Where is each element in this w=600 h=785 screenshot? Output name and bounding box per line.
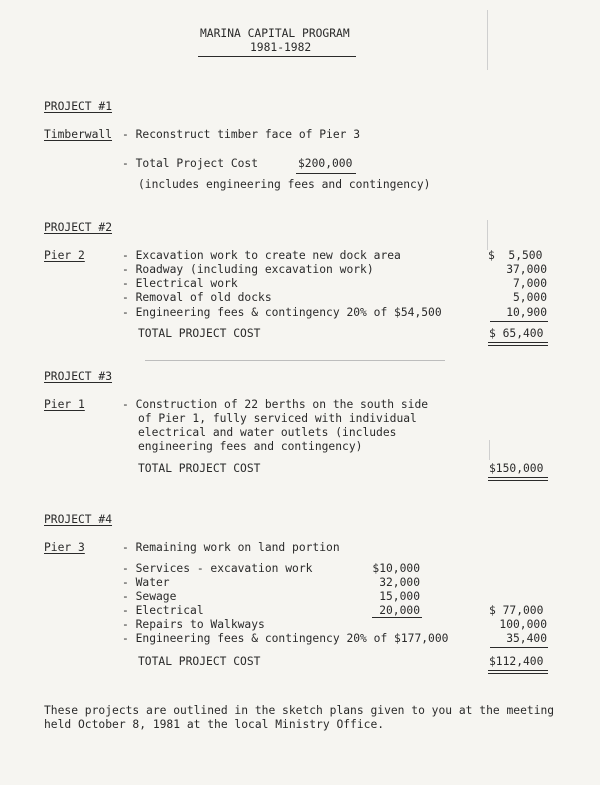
project3-desc-line: engineering fees and contingency) <box>138 440 363 453</box>
project1-cost-label: - Total Project Cost <box>122 157 259 170</box>
project2-total-value: $ 65,400 <box>489 327 544 340</box>
project4-subtotal-underline-2 <box>490 647 548 648</box>
project1-desc: - Reconstruct timber face of Pier 3 <box>122 128 361 141</box>
document-years: 1981-1982 <box>250 41 312 54</box>
project1-cost-underline <box>296 173 356 174</box>
project2-subtotal-underline <box>490 321 548 322</box>
paper-fold-line <box>487 10 488 70</box>
project2-item-text: - Electrical work <box>122 277 238 290</box>
project4-sub-item-text: - Services - excavation work <box>122 562 313 575</box>
project3-total-label: TOTAL PROJECT COST <box>138 462 261 475</box>
project4-sub-item-text: - Water <box>122 576 170 589</box>
project2-heading: PROJECT #2 <box>44 221 113 234</box>
project2-item-amount: 5,000 <box>512 291 547 304</box>
project4-sub-item-text: - Electrical <box>122 604 204 617</box>
footer-line: held October 8, 1981 at the local Ministry Office. <box>44 718 385 731</box>
document-title: MARINA CAPITAL PROGRAM <box>200 27 350 40</box>
project2-item-text: - Excavation work to create new dock area <box>122 249 401 262</box>
title-underline <box>198 56 356 57</box>
project4-sub-item-amount: 32,000 <box>379 576 420 589</box>
project4-item-amount: 35,400 <box>506 632 547 645</box>
project1-heading: PROJECT #1 <box>44 100 113 113</box>
paper-fold-line <box>489 440 490 460</box>
project2-item-amount: 10,900 <box>506 306 547 319</box>
project3-desc-line: electrical and water outlets (includes <box>138 426 397 439</box>
project4-total-label: TOTAL PROJECT COST <box>138 655 261 668</box>
project4-total-underline <box>488 670 548 671</box>
project3-total-underline <box>488 477 548 478</box>
project2-item-amount: 37,000 <box>506 263 547 276</box>
project3-total-value: $150,000 <box>489 462 544 475</box>
project2-total-underline <box>488 342 548 343</box>
project1-location: Timberwall <box>44 128 113 141</box>
project3-total-underline-2 <box>488 480 548 481</box>
project2-item-amount: $ 5,500 <box>488 249 543 262</box>
project2-item-text: - Removal of old docks <box>122 291 272 304</box>
project4-sub-item-text: - Sewage <box>122 590 177 603</box>
project4-total-value: $112,400 <box>489 655 544 668</box>
project4-item-text: - Engineering fees & contingency 20% of $177,000 <box>122 632 449 645</box>
footer-line: These projects are outlined in the sketch plans given to you at the meeting <box>44 704 555 717</box>
project1-cost-value: $200,000 <box>298 157 353 170</box>
project4-sub-item-amount: 15,000 <box>379 590 420 603</box>
project3-desc-line: - Construction of 22 berths on the south side <box>122 398 429 411</box>
project2-item-text: - Engineering fees & contingency 20% of $54,500 <box>122 306 442 319</box>
project4-location: Pier 3 <box>44 541 85 554</box>
project4-sub-item-amount: 20,000 <box>379 604 420 617</box>
paper-fold-line <box>487 220 488 250</box>
project4-item-text: - Repairs to Walkways <box>122 618 265 631</box>
project1-note: (includes engineering fees and contingency) <box>138 178 431 191</box>
project4-total-underline-2 <box>488 673 548 674</box>
project2-total-label: TOTAL PROJECT COST <box>138 327 261 340</box>
paper-smudge <box>145 360 445 361</box>
project4-subtotal-underline <box>372 617 422 618</box>
project2-total-underline-2 <box>488 345 548 346</box>
project3-desc-line: of Pier 1, fully serviced with individual <box>138 412 417 425</box>
project3-location: Pier 1 <box>44 398 85 411</box>
project4-item-amount: 100,000 <box>499 618 547 631</box>
project3-heading: PROJECT #3 <box>44 370 113 383</box>
project4-heading: PROJECT #4 <box>44 513 113 526</box>
project2-item-text: - Roadway (including excavation work) <box>122 263 374 276</box>
project4-sub-item-amount: $10,000 <box>372 562 420 575</box>
project2-location: Pier 2 <box>44 249 85 262</box>
project4-services-total: $ 77,000 <box>489 604 544 617</box>
project2-item-amount: 7,000 <box>512 277 547 290</box>
project4-intro: - Remaining work on land portion <box>122 541 340 554</box>
